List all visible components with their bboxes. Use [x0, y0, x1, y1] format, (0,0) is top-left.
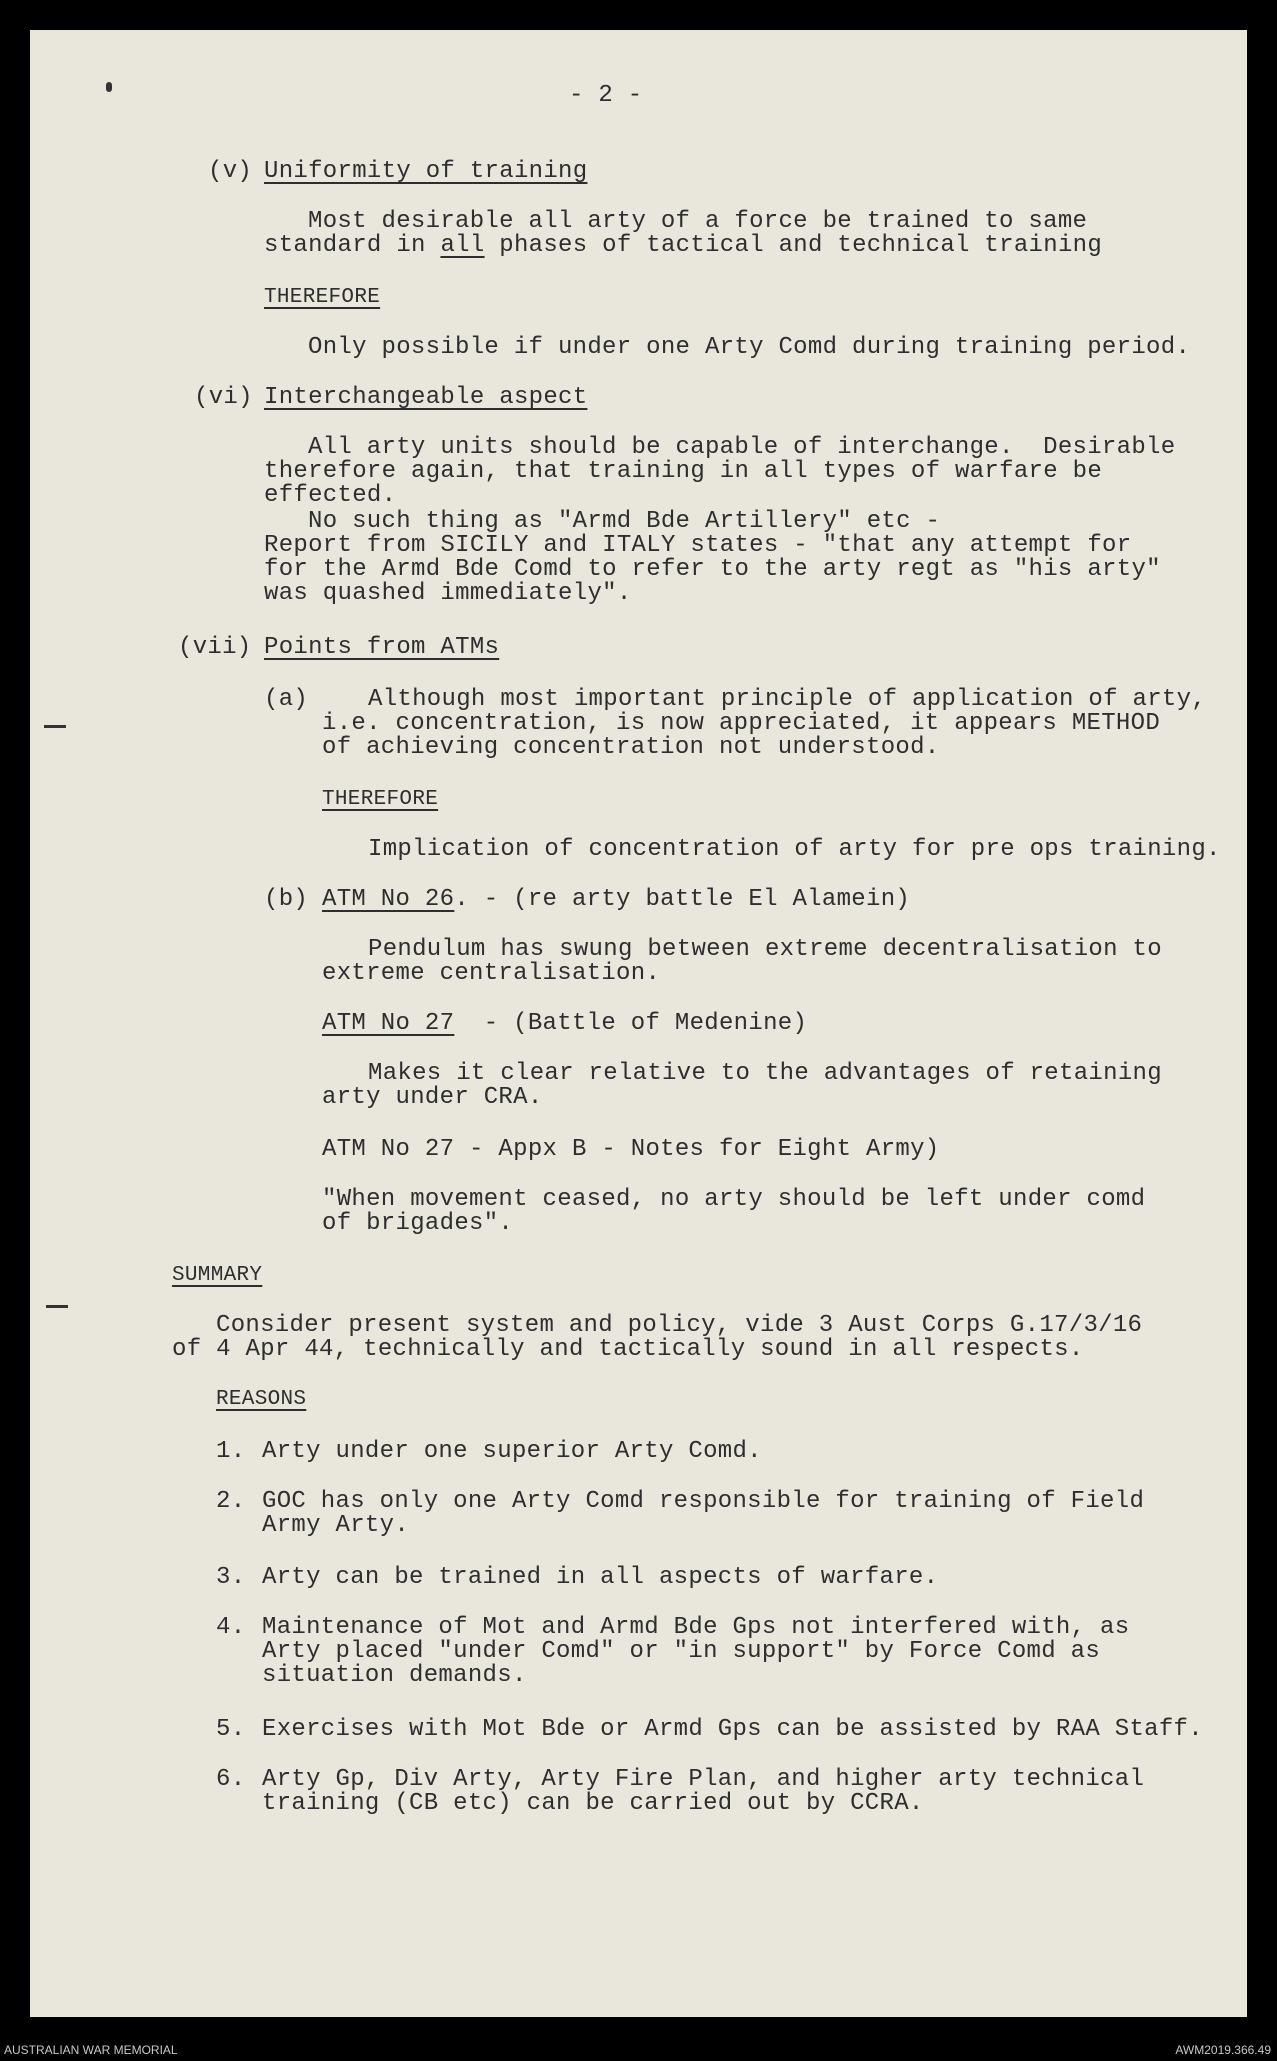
section-number: (vi): [194, 384, 253, 411]
paragraph-line: "When movement ceased, no arty should be left under comd: [322, 1186, 1146, 1213]
paragraph-line: Makes it clear relative to the advantages of retaining: [368, 1060, 1162, 1087]
reason-text: Exercises with Mot Bde or Armd Gps can be assisted by RAA Staff.: [262, 1716, 1203, 1743]
reason-text: situation demands.: [262, 1662, 527, 1689]
paper-mark: [46, 1305, 68, 1308]
section-number: (vii): [178, 634, 252, 661]
reason-text: GOC has only one Arty Comd responsible for training of Field: [262, 1488, 1145, 1515]
reason-text: Arty under one superior Arty Comd.: [262, 1438, 762, 1465]
reason-number: 3.: [216, 1564, 246, 1591]
paper-mark: [44, 725, 66, 728]
paragraph-line: extreme centralisation.: [322, 960, 661, 987]
paragraph-line: ATM No 26. - (re arty battle El Alamein): [322, 886, 911, 913]
footer-id: AWM2019.366.49: [1175, 2043, 1271, 2057]
reason-text: Arty can be trained in all aspects of warfare.: [262, 1564, 939, 1591]
reason-number: 1.: [216, 1438, 246, 1465]
item-label: (a): [264, 686, 309, 713]
paragraph-line: of achieving concentration not understood.: [322, 734, 940, 761]
paragraph-line: Only possible if under one Arty Comd during training period.: [308, 334, 1191, 361]
paragraph-line: arty under CRA.: [322, 1084, 543, 1111]
paragraph-line: of 4 Apr 44, technically and tactically sound in all respects.: [172, 1336, 1084, 1363]
reason-text: training (CB etc) can be carried out by CCRA.: [262, 1790, 924, 1817]
section-heading: Uniformity of training: [264, 158, 588, 185]
paragraph-line: i.e. concentration, is now appreciated, it appears METHOD: [322, 710, 1161, 737]
paragraph-line: Most desirable all arty of a force be trained to same: [308, 208, 1088, 235]
paragraph-line: therefore again, that training in all types of warfare be: [264, 458, 1103, 485]
footer-source: AUSTRALIAN WAR MEMORIAL: [4, 2043, 178, 2057]
paragraph-line: standard in all phases of tactical and technical training: [264, 232, 1103, 259]
paragraph-line: Report from SICILY and ITALY states - "that any attempt for: [264, 532, 1132, 559]
paragraph-line: No such thing as "Armd Bde Artillery" etc -: [308, 508, 941, 535]
reason-number: 4.: [216, 1614, 246, 1641]
paragraph-line: Although most important principle of application of arty,: [368, 686, 1207, 713]
document-page: [30, 30, 1247, 2017]
reasons-heading: REASONS: [216, 1388, 307, 1411]
therefore-heading: THEREFORE: [322, 788, 439, 811]
page-number: - 2 -: [569, 82, 643, 109]
paragraph-line: All arty units should be capable of interchange. Desirable: [308, 434, 1176, 461]
paragraph-line: was quashed immediately".: [264, 580, 632, 607]
reason-number: 5.: [216, 1716, 246, 1743]
section-heading: Points from ATMs: [264, 634, 500, 661]
section-heading: Interchangeable aspect: [264, 384, 588, 411]
paragraph-line: effected.: [264, 482, 397, 509]
paragraph-line: Pendulum has swung between extreme decentralisation to: [368, 936, 1162, 963]
reason-number: 2.: [216, 1488, 246, 1515]
section-number: (v): [208, 158, 253, 185]
paragraph-line: for the Armd Bde Comd to refer to the arty regt as "his arty": [264, 556, 1161, 583]
paragraph-line: Consider present system and policy, vide 3 Aust Corps G.17/3/16: [216, 1312, 1143, 1339]
reason-text: Arty placed "under Comd" or "in support" by Force Comd as: [262, 1638, 1101, 1665]
therefore-heading: THEREFORE: [264, 286, 381, 309]
paragraph-line: ATM No 27 - (Battle of Medenine): [322, 1010, 808, 1037]
paragraph-line: of brigades".: [322, 1210, 514, 1237]
reason-text: Arty Gp, Div Arty, Arty Fire Plan, and higher arty technical: [262, 1766, 1145, 1793]
paragraph-line: Implication of concentration of arty for pre ops training.: [368, 836, 1221, 863]
reason-text: Maintenance of Mot and Armd Bde Gps not interfered with, as: [262, 1614, 1130, 1641]
reason-number: 6.: [216, 1766, 246, 1793]
paragraph-line: ATM No 27 - Appx B - Notes for Eight Army): [322, 1136, 940, 1163]
item-label: (b): [264, 886, 309, 913]
reason-text: Army Arty.: [262, 1512, 410, 1539]
paper-mark: [106, 82, 112, 92]
summary-heading: SUMMARY: [172, 1264, 263, 1287]
